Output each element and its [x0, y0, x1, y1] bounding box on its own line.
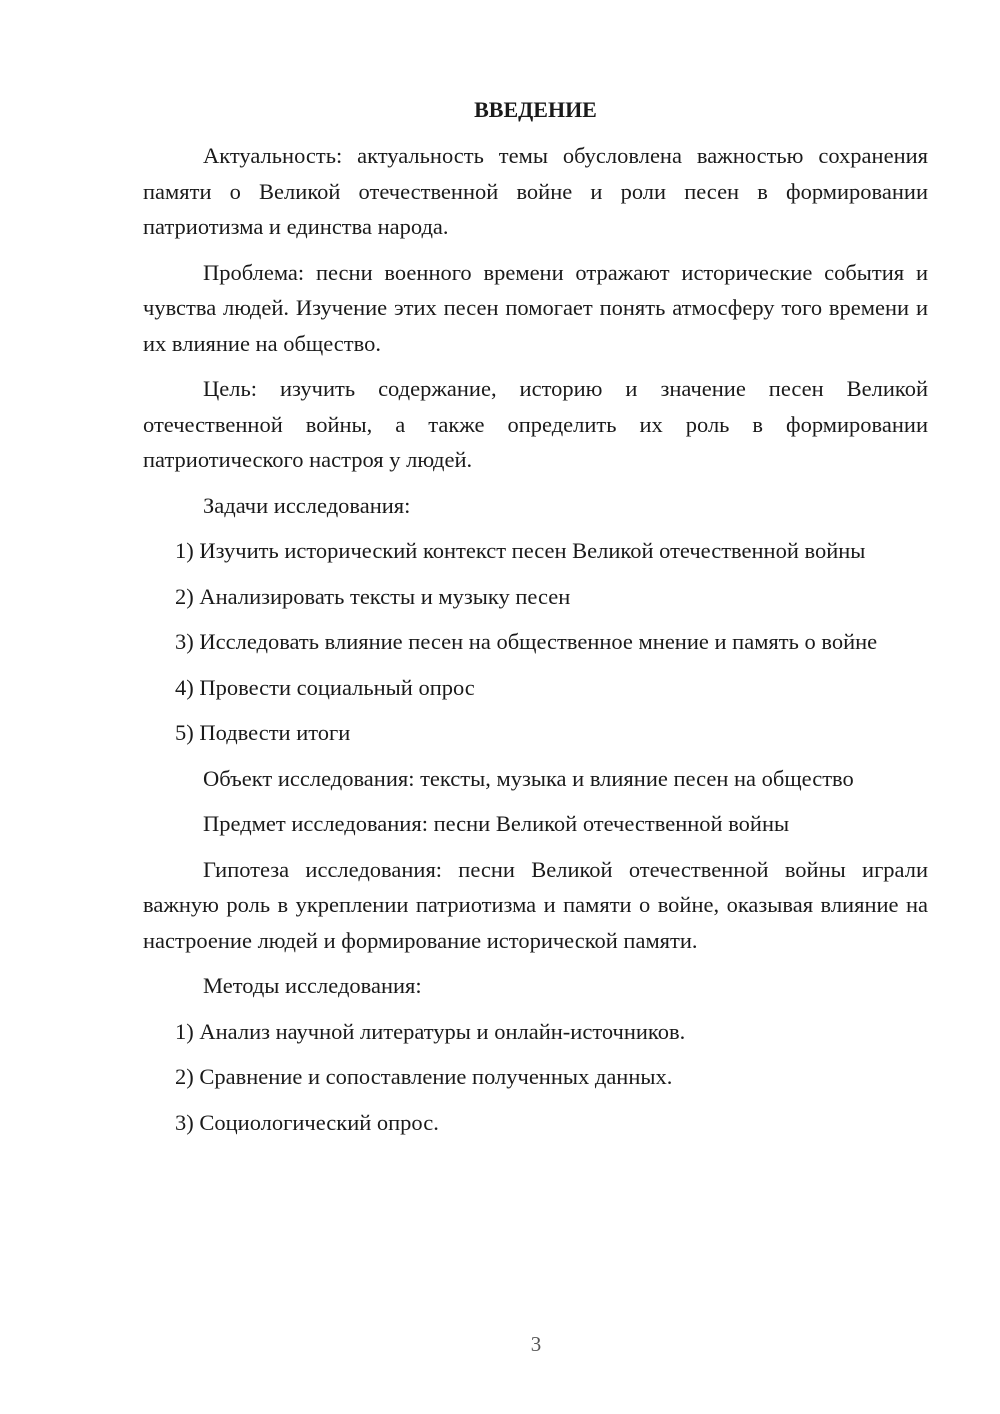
- section-title: ВВЕДЕНИЕ: [474, 97, 597, 122]
- task-item-1: 1) Изучить исторический контекст песен Великой отечественной войны: [175, 538, 866, 563]
- relevance-paragraph: Актуальность: актуальность темы обусловлена важностью сохранения памяти о Великой отечественной войне и роли песен в формировании патриотизма и единства народа.: [143, 143, 928, 239]
- problem-paragraph: Проблема: песни военного времени отражают исторические события и чувства людей. Изучение этих песен помогает понять атмосферу того времени и их влияние на общество.: [143, 259, 928, 356]
- subject-paragraph: Предмет исследования: песни Великой отечественной войны: [203, 811, 790, 836]
- methods-heading: Методы исследования:: [203, 973, 422, 998]
- task-item-3: 3) Исследовать влияние песен на общественное мнение и память о войне: [175, 629, 878, 654]
- page-number: 3: [530, 1332, 542, 1356]
- goal-paragraph: Цель: изучить содержание, историю и значение песен Великой отечественной войны, а также определить их роль в формировании патриотического настроя у людей.: [143, 376, 928, 472]
- method-item-1: 1) Анализ научной литературы и онлайн-источников.: [175, 1018, 686, 1044]
- task-item-2: 2) Анализировать тексты и музыку песен: [175, 583, 571, 609]
- object-paragraph: Объект исследования: тексты, музыка и влияние песен на общество: [203, 765, 854, 791]
- page-content: [143, 94, 928, 1150]
- task-item-4: 4) Провести социальный опрос: [175, 674, 475, 700]
- method-item-2: 2) Сравнение и сопоставление полученных данных.: [175, 1064, 673, 1089]
- task-item-5: 5) Подвести итоги: [175, 720, 351, 745]
- hypothesis-paragraph: Гипотеза исследования: песни Великой отечественной войны играли важную роль в укреплении патриотизма и памяти о войне, оказывая влияние на настроение людей и формирование исторической памяти.: [143, 856, 928, 953]
- method-item-3: 3) Социологический опрос.: [175, 1109, 439, 1135]
- tasks-heading: Задачи исследования:: [203, 492, 411, 518]
